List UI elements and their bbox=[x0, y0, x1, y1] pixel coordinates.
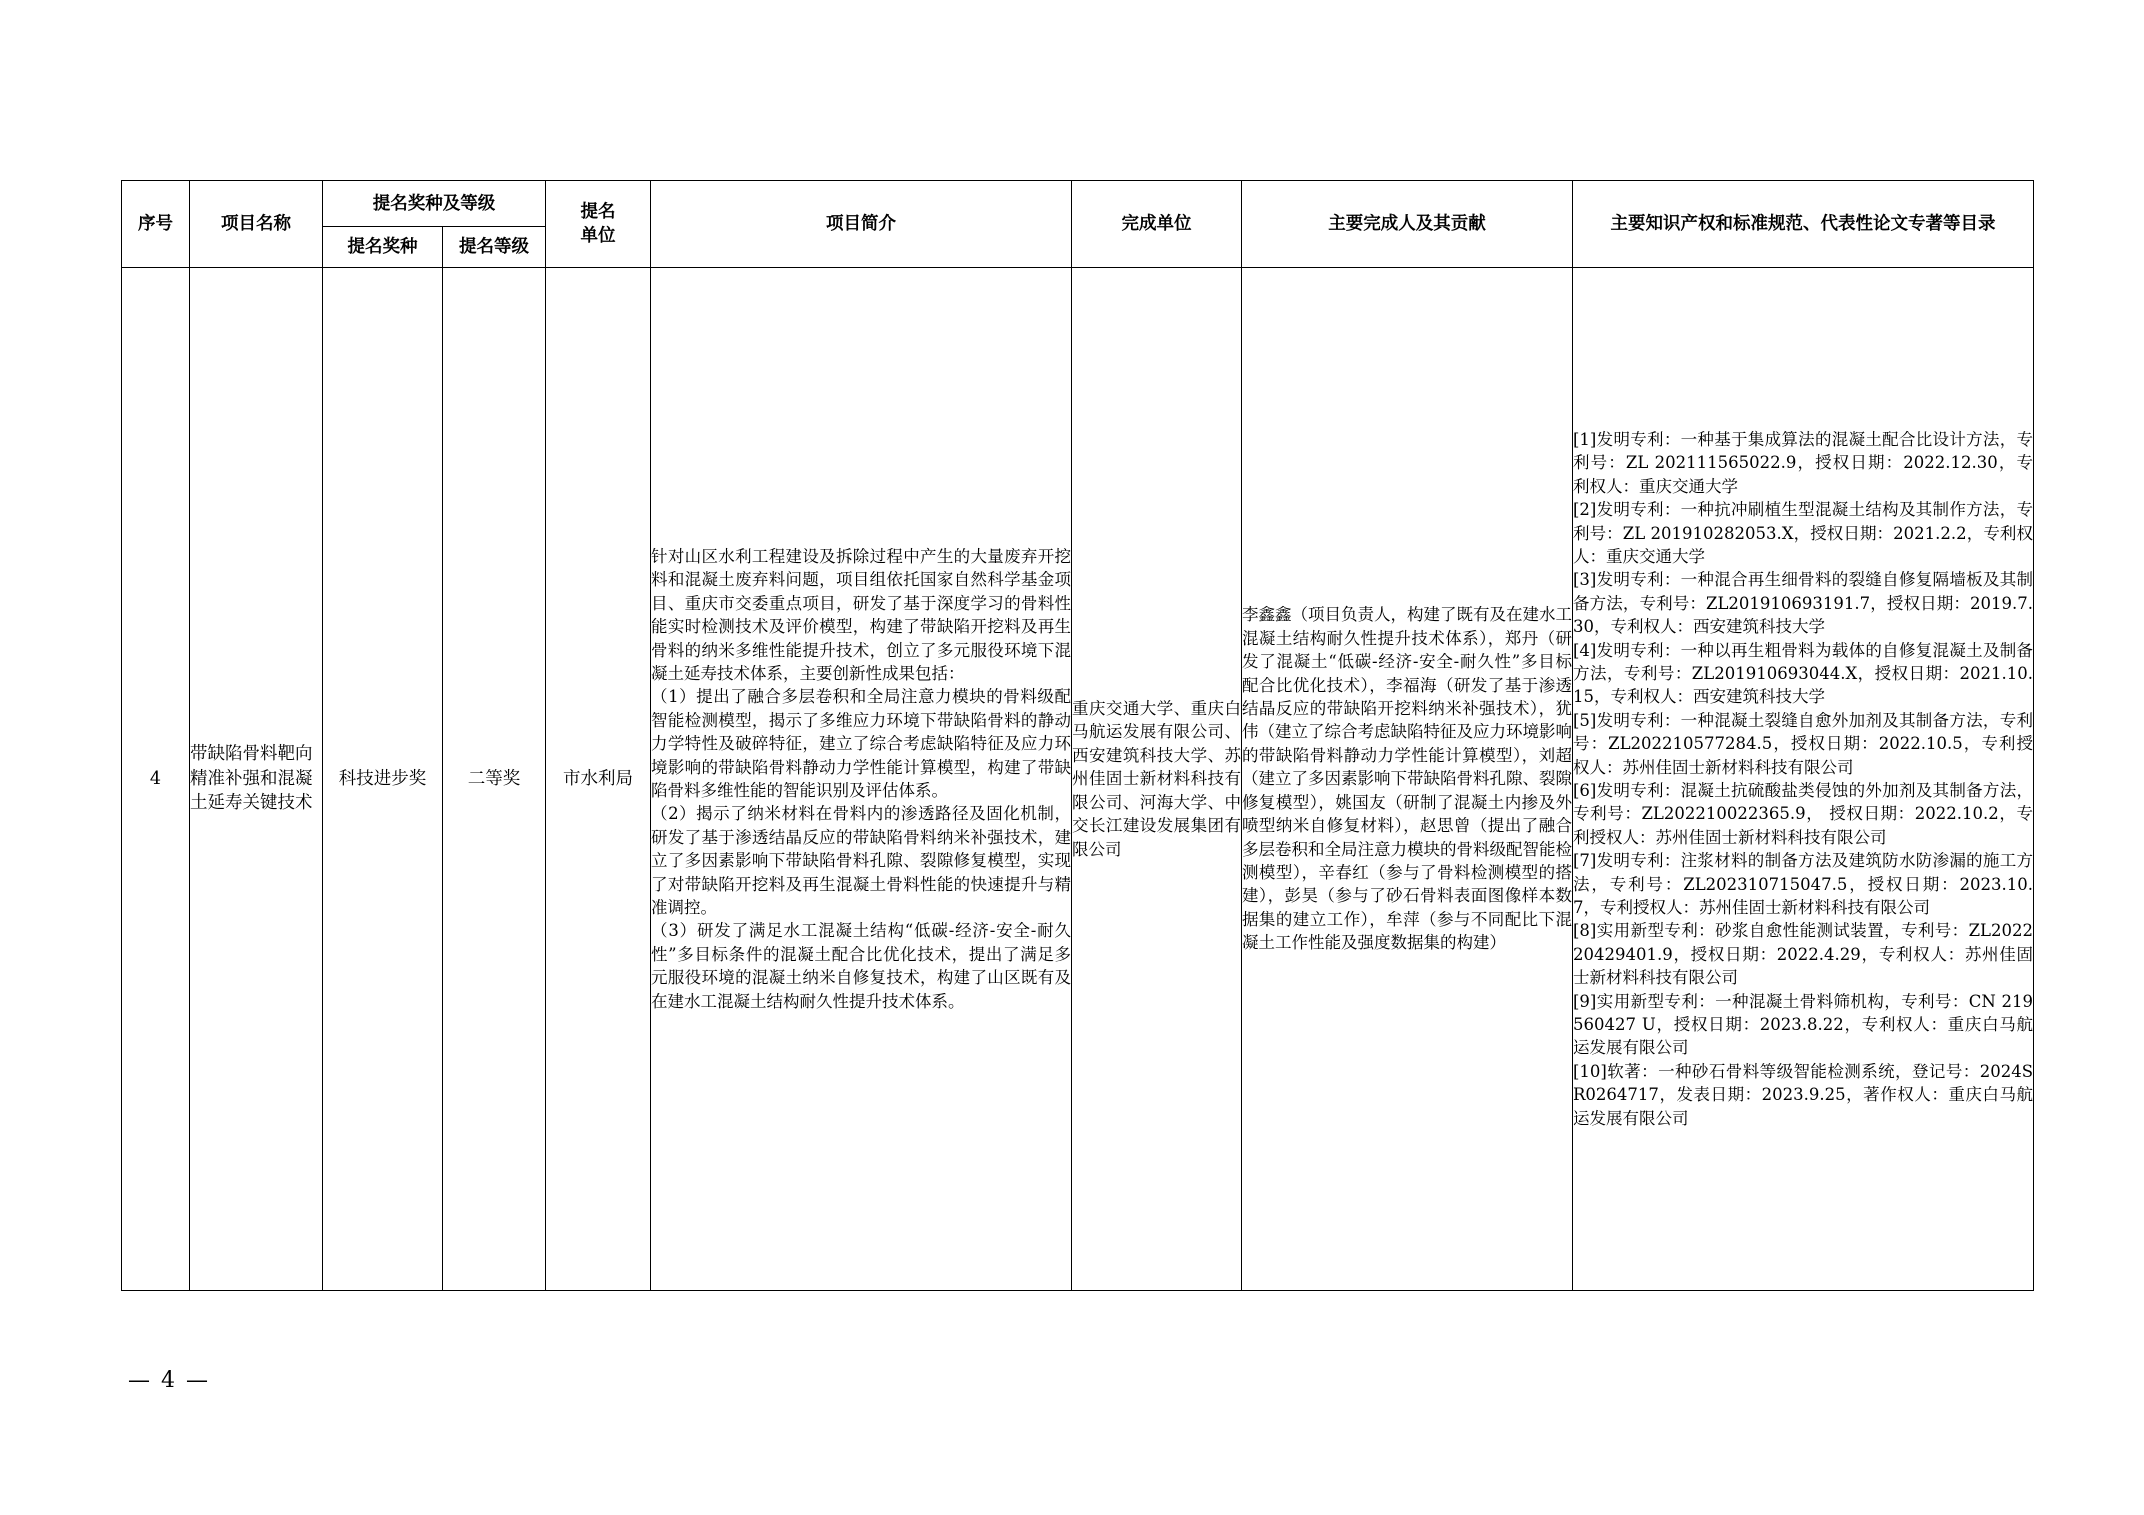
cell-award-type: 科技进步奖 bbox=[323, 268, 443, 1291]
ip-item-7: [7]发明专利：注浆材料的制备方法及建筑防水防渗漏的施工方法，专利号：ZL202310715047.5，授权日期：2023.10.7，专利授权人：苏州佳固士新材料科技有限公司 bbox=[1573, 851, 2033, 918]
cell-main-contributors: 李鑫鑫（项目负责人，构建了既有及在建水工混凝土结构耐久性提升技术体系），郑丹（研发了混凝土“低碳-经济-安全-耐久性”多目标配合比优化技术），李福海（研发了基于渗透结晶反应的带缺陷开挖料纳米补强技术），犹伟（建立了综合考虑缺陷特征及应力环境影响的带缺陷骨料静动力学性能计算模型），刘超（建立了多因素影响下带缺陷骨料孔隙、裂隙修复模型），姚国友（研制了混凝土内掺及外喷型纳米自修复材料），赵思曾（提出了融合多层卷积和全局注意力模块的骨料级配智能检测模型），辛春红（参与了骨料检测模型的搭建），彭昊（参与了砂石骨料表面图像样本数据集的建立工作），牟萍（参与不同配比下混凝土工作性能及强度数据集的构建） bbox=[1242, 268, 1573, 1291]
summary-paragraph-1: （1）提出了融合多层卷积和全局注意力模块的骨料级配智能检测模型，揭示了多维应力环境下带缺陷骨料的静动力学特性及破碎特征，建立了综合考虑缺陷特征及应力环境影响的带缺陷骨料静动力学性能计算模型，构建了带缺陷骨料多维性能的智能识别及评估体系。 bbox=[651, 687, 1071, 800]
header-award-type: 提名奖种 bbox=[323, 227, 443, 268]
cell-seq: 4 bbox=[122, 268, 190, 1291]
header-summary: 项目简介 bbox=[651, 181, 1072, 268]
ip-item-5: [5]发明专利：一种混凝土裂缝自愈外加剂及其制备方法，专利号：ZL202210577284.5，授权日期：2022.10.5，专利授权人：苏州佳固士新材料科技有限公司 bbox=[1573, 710, 2033, 777]
header-award-group: 提名奖种及等级 bbox=[323, 181, 546, 227]
ip-item-10: [10]软著：一种砂石骨料等级智能检测系统，登记号：2024SR0264717，发表日期：2023.9.25，著作权人：重庆白马航运发展有限公司 bbox=[1573, 1061, 2033, 1128]
header-ip-list: 主要知识产权和标准规范、代表性论文专著等目录 bbox=[1573, 181, 2034, 268]
cell-summary bbox=[651, 268, 1072, 1291]
header-award-level: 提名等级 bbox=[443, 227, 546, 268]
cell-award-level: 二等奖 bbox=[443, 268, 546, 1291]
header-project-name: 项目名称 bbox=[190, 181, 323, 268]
header-nominating-unit-text: 提名单位 bbox=[580, 202, 616, 246]
ip-item-1: [1]发明专利：一种基于集成算法的混凝土配合比设计方法，专利号：ZL 202111565022.9，授权日期：2022.12.30，专利权人：重庆交通大学 bbox=[1573, 429, 2033, 496]
cell-project-name: 带缺陷骨料靶向精准补强和混凝土延寿关键技术 bbox=[190, 268, 323, 1291]
cell-nominating-unit: 市水利局 bbox=[546, 268, 651, 1291]
ip-item-8: [8]实用新型专利：砂浆自愈性能测试装置，专利号：ZL202220429401.9，授权日期：2022.4.29，专利权人：苏州佳固士新材料科技有限公司 bbox=[1573, 921, 2033, 988]
summary-paragraph-3: （3）研发了满足水工混凝土结构“低碳-经济-安全-耐久性”多目标条件的混凝土配合比优化技术，提出了满足多元服役环境的混凝土纳米自修复技术，构建了山区既有及在建水工混凝土结构耐久性提升技术体系。 bbox=[651, 921, 1071, 1011]
ip-item-6: [6]发明专利：混凝土抗硫酸盐类侵蚀的外加剂及其制备方法，专利号：ZL202210022365.9， 授权日期：2022.10.2，专利授权人：苏州佳固士新材料科技有限公司 bbox=[1573, 781, 2033, 847]
ip-item-3: [3]发明专利：一种混合再生细骨料的裂缝自修复隔墙板及其制备方法，专利号：ZL201910693191.7，授权日期：2019.7.30，专利权人：西安建筑科技大学 bbox=[1573, 570, 2033, 637]
ip-item-2: [2]发明专利：一种抗冲刷植生型混凝土结构及其制作方法，专利号：ZL 201910282053.X，授权日期：2021.2.2，专利权人：重庆交通大学 bbox=[1573, 500, 2033, 566]
cell-ip-list bbox=[1573, 268, 2034, 1291]
header-seq: 序号 bbox=[122, 181, 190, 268]
ip-item-4: [4]发明专利：一种以再生粗骨料为载体的自修复混凝土及制备方法，专利号：ZL201910693044.X，授权日期：2021.10.15，专利权人：西安建筑科技大学 bbox=[1573, 640, 2033, 707]
header-completing-units: 完成单位 bbox=[1072, 181, 1242, 268]
summary-paragraph-intro: 针对山区水利工程建设及拆除过程中产生的大量废弃开挖料和混凝土废弃料问题，项目组依托国家自然科学基金项目、重庆市交委重点项目，研发了基于深度学习的骨料性能实时检测技术及评价模型，构建了带缺陷开挖料及再生骨料的纳米多维性能提升技术，创立了多元服役环境下混凝土延寿技术体系，主要创新性成果包括： bbox=[651, 546, 1071, 683]
table-row bbox=[122, 268, 2034, 1291]
header-row-1 bbox=[122, 181, 2034, 227]
summary-paragraph-2: （2）揭示了纳米材料在骨料内的渗透路径及固化机制，研发了基于渗透结晶反应的带缺陷骨料纳米补强技术，建立了多因素影响下带缺陷骨料孔隙、裂隙修复模型，实现了对带缺陷开挖料及再生混凝土骨料性能的快速提升与精准调控。 bbox=[651, 804, 1071, 918]
header-nominating-unit bbox=[546, 181, 651, 268]
ip-item-9: [9]实用新型专利：一种混凝土骨料筛机构，专利号：CN 219560427 U，授权日期：2023.8.22，专利权人：重庆白马航运发展有限公司 bbox=[1573, 991, 2033, 1058]
header-main-contributors: 主要完成人及其贡献 bbox=[1242, 181, 1573, 268]
award-nomination-table bbox=[121, 180, 2034, 1291]
page-number: — 4 — bbox=[128, 1368, 210, 1393]
cell-completing-units: 重庆交通大学、重庆白马航运发展有限公司、西安建筑科技大学、苏州佳固士新材料科技有限公司、河海大学、中交长江建设发展集团有限公司 bbox=[1072, 268, 1242, 1291]
